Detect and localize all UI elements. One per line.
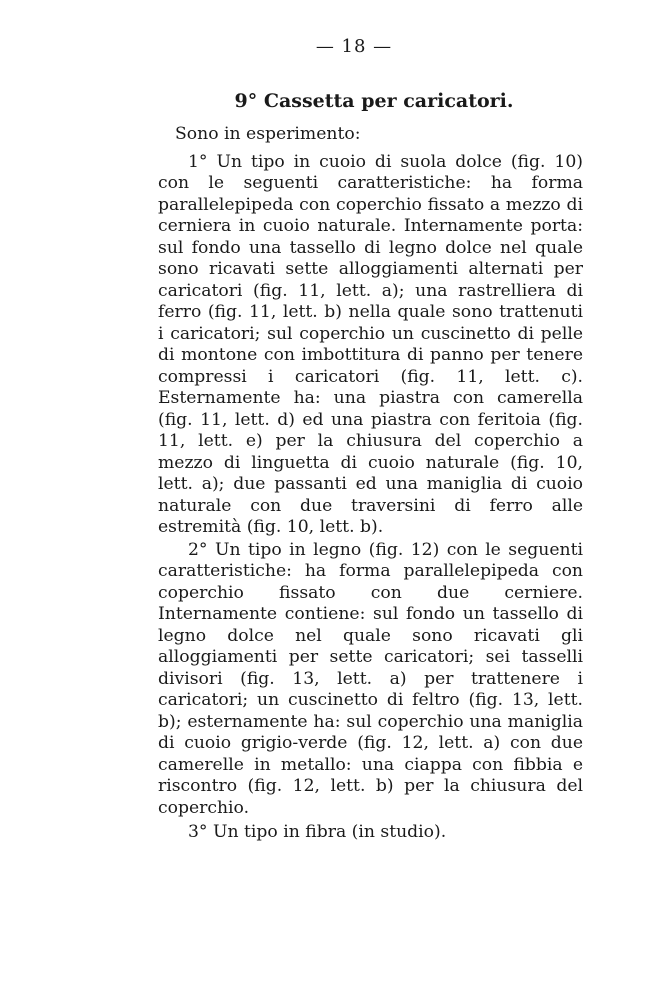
intro-paragraph: Sono in esperimento: <box>175 124 361 144</box>
page-number: — 18 — <box>315 36 393 57</box>
body-text <box>158 124 583 845</box>
list-item: 3° Un tipo in fibra (in studio). <box>188 822 447 842</box>
list-item: 2° Un tipo in legno (fig. 12) con le seguenti caratteristiche: ha forma parallelepipeda con coperchio fissato con due cerniere. Internamente contiene: sul fondo un tassello di legno dolce nel quale sono ricavati gli alloggiamenti per sette caricatori; sei tasselli divisori (fig. 13, lett. a) per trattenere i caricatori; un cuscinetto di feltro (fig. 13, lett. b); esternamente ha: sul coperchio una maniglia di cuoio grigio-verde (fig. 12, lett. a) con due camerelle in metallo: una ciappa con fibbia e riscontro (fig. 12, lett. b) per la chiusura del coperchio. <box>158 539 583 818</box>
list-item: 1° Un tipo in cuoio di suola dolce (fig. 10) con le seguenti caratteristiche: ha forma parallelepipeda con coperchio fissato a mezzo di cerniera in cuoio naturale. Internamente porta: sul fondo una tassello di legno dolce nel quale sono ricavati sette alloggiamenti alternati per caricatori (fig. 11, lett. a); una rastrelliera di ferro (fig. 11, lett. b) nella quale sono trattenuti i caricatori; sul coperchio un cuscinetto di pelle di montone con imbottitura di panno per tenere compressi i caricatori (fig. 11, lett. c). Esternamente ha: una piastra con camerella (fig. 11, lett. d) ed una piastra con feritoia (fig. 11, lett. e) per la chiusura del coperchio a mezzo di linguetta di cuoio naturale (fig. 10, lett. a); due passanti ed una maniglia di cuoio naturale con due traversini di ferro alle estremità (fig. 10, lett. b). <box>158 151 583 537</box>
section-heading: 9° Cassetta per caricatori. <box>234 90 514 112</box>
